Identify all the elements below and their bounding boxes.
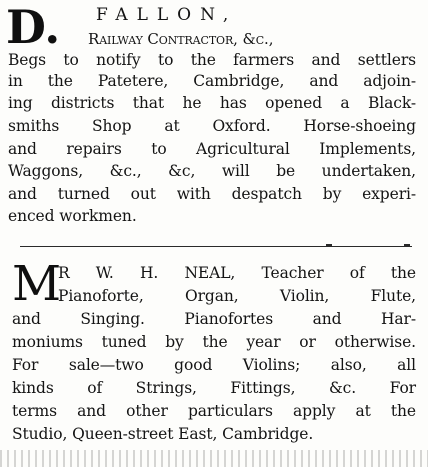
- ad-text-line: ing districts that he has opened a Black-: [8, 94, 416, 112]
- ad-text-line: enced workmen.: [8, 207, 137, 225]
- ad-text-line: R W. H. NEAL, Teacher of the: [58, 264, 416, 282]
- ad-text-line: moniums tuned by the year or otherwise.: [12, 333, 416, 351]
- advertiser-name: FALLON,: [96, 5, 238, 25]
- ad-text-line: terms and other particulars apply at the: [12, 402, 416, 420]
- ad-text-line: Waggons, &c., &c, will be undertaken,: [8, 162, 416, 180]
- ad-text-line: and turned out with despatch by experi-: [8, 185, 416, 203]
- ad-text-line: For sale—two good Violins; also, all: [12, 356, 416, 374]
- ad-text-line: and repairs to Agricultural Implements,: [8, 140, 416, 158]
- advertiser-title: Railway Contractor, &c.,: [88, 30, 274, 48]
- ad-text-line: Begs to notify to the farmers and settlers: [8, 51, 416, 69]
- separator-rule: [20, 246, 412, 247]
- print-smudge: [0, 450, 428, 467]
- dropcap-m: M: [12, 256, 62, 312]
- ad-text-line: Studio, Queen-street East, Cambridge.: [12, 425, 314, 443]
- ad-text-line: smiths Shop at Oxford. Horse-shoeing: [8, 117, 416, 135]
- ad-text-line: and Singing. Pianofortes and Har-: [12, 310, 416, 328]
- ad-text-line: in the Patetere, Cambridge, and adjoin-: [8, 72, 416, 90]
- rule-mark: [326, 244, 332, 246]
- ad-text-line: Pianoforte, Organ, Violin, Flute,: [58, 287, 416, 305]
- ad-text-line: kinds of Strings, Fittings, &c. For: [12, 379, 416, 397]
- rule-mark: [404, 244, 410, 246]
- dropcap-d: D.: [6, 0, 61, 54]
